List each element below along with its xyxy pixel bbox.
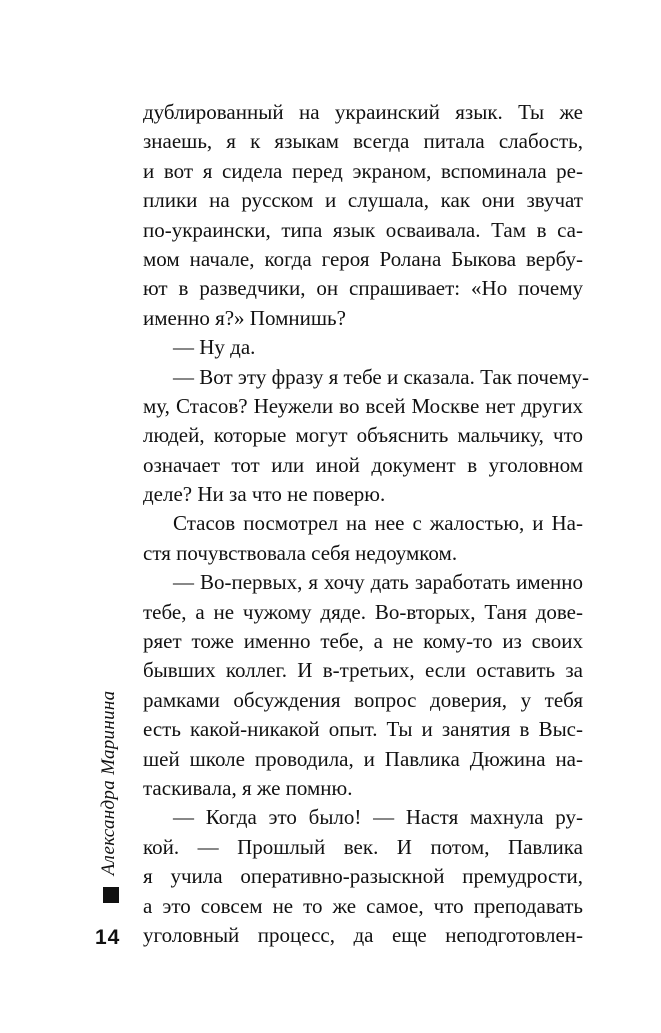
text-line: Стасов посмотрел на нее с жалостью, и На- [173, 511, 583, 536]
square-marker-icon [103, 887, 119, 903]
text-line: ряет тоже именно тебе, а не кому-то из своих [143, 629, 583, 654]
text-line: кой. — Прошлый век. И потом, Павлика [143, 834, 583, 859]
text-line: плики на русском и слушала, как они звучат [143, 188, 583, 213]
text-line: бывших коллег. И в-третьих, если оставить за [143, 658, 583, 683]
text-line: уголовный процесс, да еще неподготовлен- [143, 922, 583, 947]
text-line: именно я?» Помнишь? [143, 305, 346, 330]
text-line: людей, которые могут объяснить мальчику, что [143, 423, 583, 448]
text-line: и вот я сидела перед экраном, вспоминала ре- [143, 158, 583, 183]
page-body-text [143, 98, 590, 950]
text-line: означает тот или иной документ в уголовном [143, 452, 583, 477]
text-line: — Вот эту фразу я тебе и сказала. Так почему- [173, 364, 590, 389]
text-line: знаешь, я к языкам всегда питала слабость, [143, 129, 583, 154]
text-line: есть какой-никакой опыт. Ты и занятия в Выс- [143, 717, 583, 742]
author-name: Александра Маринина [98, 690, 119, 876]
text-line: дублированный на украинский язык. Ты же [143, 100, 583, 124]
text-line: — Ну да. [173, 335, 256, 360]
text-line: ют в разведчики, он спрашивает: «Но почему [143, 276, 583, 301]
text-line: му, Стасов? Неужели во всей Москве нет других [143, 393, 583, 418]
text-line: — Во-первых, я хочу дать заработать именно [173, 570, 583, 595]
text-line: а это совсем не то же самое, что преподавать [143, 893, 583, 918]
text-line: таскивала, я же помню. [143, 775, 353, 800]
text-line: — Когда это было! — Настя махнула ру- [173, 805, 583, 830]
text-line: рамками обсуждения вопрос доверия, у тебя [143, 687, 583, 712]
text-line: деле? Ни за что не поверю. [143, 482, 386, 507]
text-line: стя почувствовала себя недоумком. [143, 540, 458, 565]
text-line: мом начале, когда героя Ролана Быкова вербу- [143, 246, 583, 271]
page-number: 14 [95, 926, 121, 949]
text-line: по-украински, типа язык осваивала. Там в са- [143, 217, 583, 242]
text-line: тебе, а не чужому дяде. Во-вторых, Таня дове- [143, 599, 583, 624]
text-line: шей школе проводила, и Павлика Дюжина на- [143, 746, 583, 771]
text-line: я учила оперативно-разыскной премудрости, [143, 864, 583, 889]
running-head-author [98, 688, 120, 878]
